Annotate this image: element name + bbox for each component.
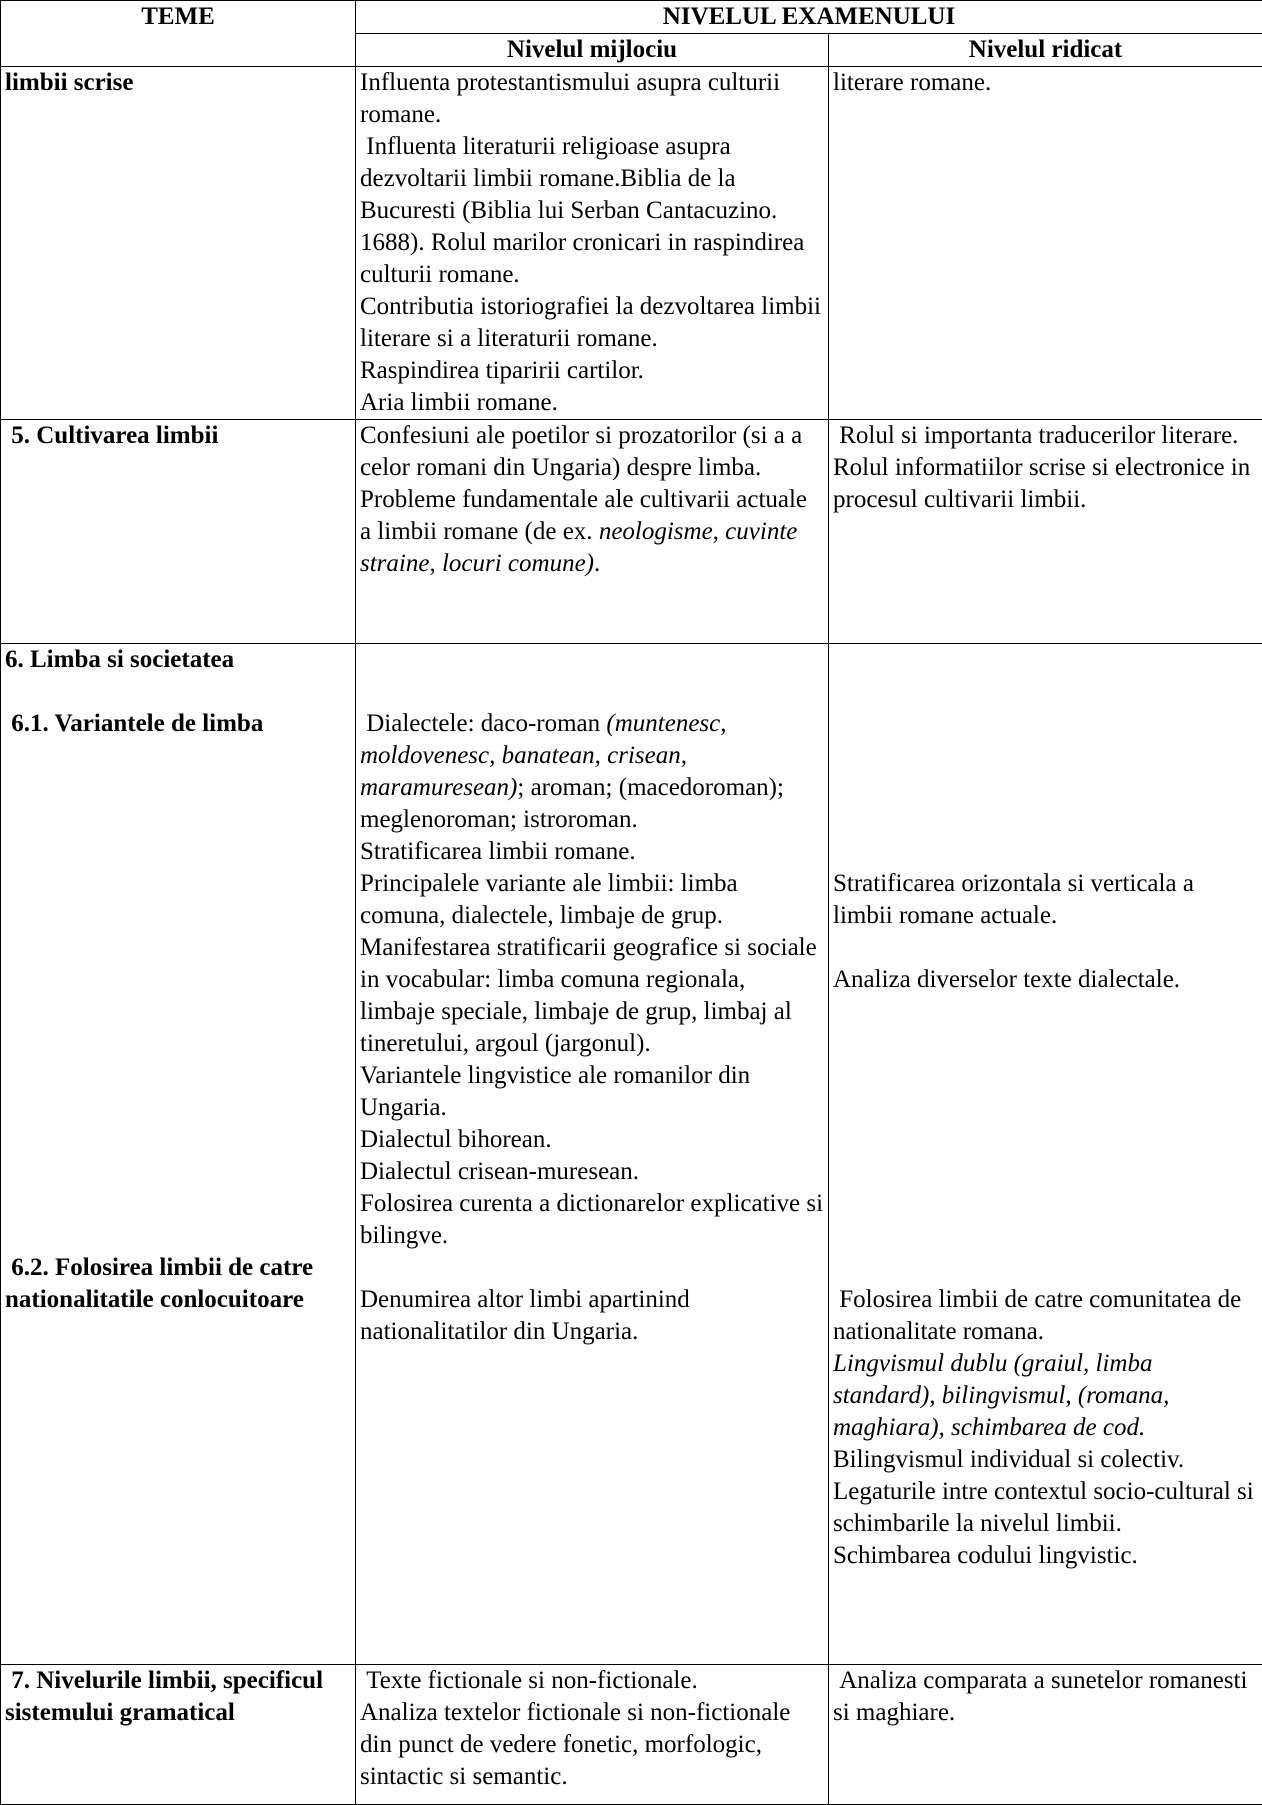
table-row <box>1 67 1262 420</box>
mid-text: Confesiuni ale poetilor si prozatorilor (si a a celor romani din Ungaria) despre limba. <box>360 420 824 484</box>
high-text: Rolul informatiilor scrise si electronice in procesul cultivarii limbii. <box>833 452 1258 516</box>
mid-text: Analiza textelor fictionale si non-fictionale din punct de vedere fonetic, morfologic, sintactic si semantic. <box>360 1697 824 1793</box>
mid-text: Folosirea curenta a dictionarelor explicative si bilingve. <box>360 1188 824 1252</box>
mid-text: Dialectul crisean-muresean. <box>360 1156 824 1188</box>
high-cell <box>829 420 1262 644</box>
mid-text: Aria limbii romane. <box>360 387 824 419</box>
table-row <box>1 1665 1262 1805</box>
high-text: Analiza comparata a sunetelor romanesti si maghiare. <box>833 1665 1258 1729</box>
mid-text-run: . <box>594 550 600 577</box>
mid-text: Stratificarea limbii romane. <box>360 836 824 868</box>
mid-text: Influenta literaturii religioase asupra dezvoltarii limbii romane.Biblia de la Bucuresti (Biblia lui Serban Cantacuzino. 1688). Rolul marilor cronicari in raspindirea culturii romane. <box>360 131 824 291</box>
teme-cell <box>1 420 356 644</box>
header-nivelul-mijlociu: Nivelul mijlociu <box>356 34 829 67</box>
mid-text-run: ; aroman; (macedoroman); meglenoroman; istroroman. <box>360 774 790 833</box>
mid-text: Dialectul bihorean. <box>360 1124 824 1156</box>
teme-label: 6. Limba si societatea <box>5 644 351 676</box>
high-text: Legaturile intre contextul socio-cultural si schimbarile la nivelul limbii. <box>833 1476 1258 1540</box>
high-text: Stratificarea orizontala si verticala a limbii romane actuale. <box>833 868 1258 932</box>
mid-text-run: Probleme fundamentale ale cultivarii actuale a limbii romane (de ex. <box>360 486 813 545</box>
table-row <box>1 420 1262 644</box>
high-cell <box>829 644 1262 1665</box>
high-text: Folosirea limbii de catre comunitatea de nationalitate romana. <box>833 1284 1258 1348</box>
mid-text <box>360 708 824 836</box>
mid-text: Denumirea altor limbi apartinind nationalitatilor din Ungaria. <box>360 1284 824 1348</box>
teme-sublabel: 6.1. Variantele de limba <box>5 708 351 740</box>
high-text: Schimbarea codului lingvistic. <box>833 1540 1258 1572</box>
teme-label: 7. Nivelurile limbii, specificul sistemului gramatical <box>5 1665 351 1729</box>
teme-cell <box>1 67 356 420</box>
high-text: literare romane. <box>833 67 1258 99</box>
mid-text: Variantele lingvistice ale romanilor din Ungaria. <box>360 1060 824 1124</box>
mid-text: Principalele variante ale limbii: limba comuna, dialectele, limbaje de grup. <box>360 868 824 932</box>
high-text-italic: Lingvismul dublu (graiul, limba standard), bilingvismul, (romana, maghiara), schimbarea de cod. <box>833 1348 1258 1444</box>
high-cell <box>829 67 1262 420</box>
high-cell <box>829 1665 1262 1805</box>
teme-label: limbii scrise <box>5 67 351 99</box>
mid-cell <box>356 420 829 644</box>
table-row <box>1 644 1262 1665</box>
mid-cell <box>356 67 829 420</box>
header-nivelul-examenului: NIVELUL EXAMENULUI <box>356 1 1262 34</box>
high-text: Rolul si importanta traducerilor literare. <box>833 420 1258 452</box>
header-row-1 <box>1 1 1262 34</box>
high-text: Analiza diverselor texte dialectale. <box>833 964 1258 996</box>
teme-sublabel: 6.2. Folosirea limbii de catre nationalitatile conlocuitoare <box>5 1252 351 1316</box>
teme-cell <box>1 644 356 1665</box>
teme-cell <box>1 1665 356 1805</box>
header-nivelul-ridicat: Nivelul ridicat <box>829 34 1262 67</box>
mid-text: Contributia istoriografiei la dezvoltarea limbii literare si a literaturii romane. <box>360 291 824 355</box>
mid-text: Influenta protestantismului asupra culturii romane. <box>360 67 824 131</box>
mid-text <box>360 484 824 580</box>
mid-text-run: Dialectele: daco-roman <box>360 710 606 737</box>
header-teme: TEME <box>1 1 356 67</box>
mid-cell <box>356 1665 829 1805</box>
high-text: Bilingvismul individual si colectiv. <box>833 1444 1258 1476</box>
teme-label: 5. Cultivarea limbii <box>5 420 351 452</box>
mid-text: Raspindirea tiparirii cartilor. <box>360 355 824 387</box>
mid-text-italic: neologisme, cuvinte straine, locuri comune) <box>360 518 804 577</box>
mid-cell <box>356 644 829 1665</box>
mid-text: Manifestarea stratificarii geografice si sociale in vocabular: limba comuna regionala, limbaje speciale, limbaje de grup, limbaj al tineretului, argoul (jargonul). <box>360 932 824 1060</box>
mid-text: Texte fictionale si non-fictionale. <box>360 1665 824 1697</box>
mid-text-italic: (muntenesc, moldovenesc, banatean, crisean, maramuresean) <box>360 710 733 801</box>
